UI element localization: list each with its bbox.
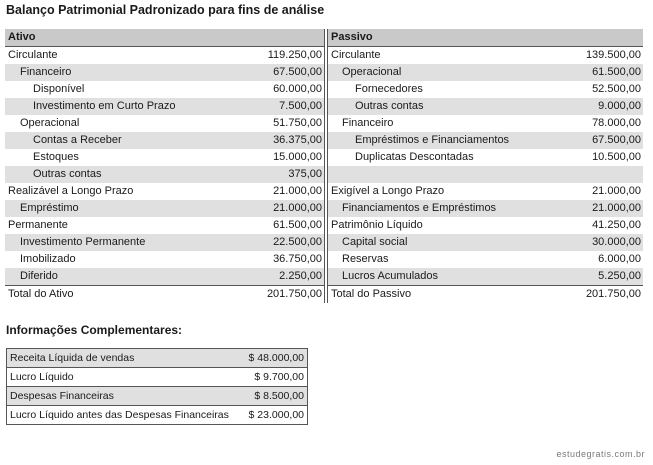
table-row bbox=[5, 149, 325, 166]
table-row bbox=[5, 251, 325, 268]
row-value: $ 9.700,00 bbox=[243, 368, 308, 387]
row-label: Lucros Acumulados bbox=[328, 268, 571, 286]
table-row bbox=[328, 268, 644, 286]
table-row bbox=[5, 64, 325, 81]
passivo-header: Passivo bbox=[328, 29, 571, 47]
row-label: Operacional bbox=[328, 64, 571, 81]
total-row bbox=[328, 286, 644, 304]
table-row bbox=[5, 166, 325, 183]
row-value: $ 48.000,00 bbox=[243, 349, 308, 368]
total-label: Total do Passivo bbox=[328, 286, 571, 304]
table-row bbox=[5, 98, 325, 115]
table-row bbox=[328, 166, 644, 183]
table-row bbox=[328, 81, 644, 98]
ativo-header: Ativo bbox=[5, 29, 251, 47]
table-row bbox=[5, 217, 325, 234]
table-row bbox=[328, 47, 644, 65]
table-row bbox=[5, 234, 325, 251]
table-row bbox=[328, 183, 644, 200]
row-value: 60.000,00 bbox=[273, 83, 322, 95]
row-label: Operacional bbox=[20, 117, 80, 129]
table-row bbox=[7, 368, 308, 387]
row-value: 67.500,00 bbox=[251, 64, 325, 81]
table-row bbox=[5, 183, 325, 200]
total-row bbox=[5, 286, 325, 304]
ativo-header-value bbox=[251, 29, 325, 47]
row-label: Receita Líquida de vendas bbox=[7, 349, 243, 368]
row-label: Despesas Financeiras bbox=[7, 387, 243, 406]
row-value: $ 23.000,00 bbox=[243, 406, 308, 425]
row-label: Duplicatas Descontadas bbox=[355, 151, 474, 163]
table-row bbox=[7, 387, 308, 406]
ativo-table bbox=[5, 29, 325, 303]
page-title: Balanço Patrimonial Padronizado para fins de análise bbox=[6, 3, 325, 17]
row-label: Outras contas bbox=[328, 98, 571, 115]
row-value: 78.000,00 bbox=[592, 117, 641, 129]
passivo-header-value bbox=[570, 29, 643, 47]
table-row bbox=[5, 115, 325, 132]
row-value: 36.375,00 bbox=[251, 132, 325, 149]
section-title: Informações Complementares: bbox=[6, 323, 183, 337]
table-row bbox=[328, 200, 644, 217]
row-value bbox=[570, 166, 643, 183]
table-row bbox=[5, 81, 325, 98]
row-label: Capital social bbox=[328, 234, 571, 251]
row-label: Financeiro bbox=[5, 64, 251, 81]
row-value: 21.000,00 bbox=[570, 200, 643, 217]
row-label: Exigível a Longo Prazo bbox=[331, 185, 445, 197]
row-value: 41.250,00 bbox=[592, 219, 641, 231]
row-label: Contas a Receber bbox=[5, 132, 251, 149]
site-watermark: estudegratis.com.br bbox=[556, 449, 645, 459]
row-label: Empréstimo bbox=[5, 200, 251, 217]
table-row bbox=[7, 349, 308, 368]
row-label: Financiamentos e Empréstimos bbox=[328, 200, 571, 217]
row-value: 2.250,00 bbox=[251, 268, 325, 286]
row-label: Investimento em Curto Prazo bbox=[5, 98, 251, 115]
row-label: Imobilizado bbox=[20, 253, 76, 265]
total-value: 201.750,00 bbox=[570, 286, 643, 304]
row-value: $ 8.500,00 bbox=[243, 387, 308, 406]
row-label bbox=[328, 166, 571, 183]
total-value: 201.750,00 bbox=[251, 286, 325, 304]
row-value: 30.000,00 bbox=[570, 234, 643, 251]
row-label: Investimento Permanente bbox=[5, 234, 251, 251]
passivo-table bbox=[327, 29, 643, 303]
row-value: 67.500,00 bbox=[570, 132, 643, 149]
row-value: 52.500,00 bbox=[592, 83, 641, 95]
row-value: 5.250,00 bbox=[570, 268, 643, 286]
row-value: 61.500,00 bbox=[273, 219, 322, 231]
row-label: Circulante bbox=[8, 49, 58, 61]
row-label: Reservas bbox=[342, 253, 389, 265]
row-value: 21.000,00 bbox=[251, 200, 325, 217]
row-label: Lucro Líquido antes das Despesas Financeiras bbox=[7, 406, 243, 425]
row-value: 15.000,00 bbox=[273, 151, 322, 163]
row-label: Fornecedores bbox=[355, 83, 423, 95]
row-value: 61.500,00 bbox=[570, 64, 643, 81]
row-label: Realizável a Longo Prazo bbox=[8, 185, 134, 197]
table-row bbox=[328, 234, 644, 251]
table-row bbox=[5, 47, 325, 65]
row-label: Outras contas bbox=[5, 166, 251, 183]
row-value: 21.000,00 bbox=[273, 185, 322, 197]
row-label: Lucro Líquido bbox=[7, 368, 243, 387]
table-row bbox=[5, 132, 325, 149]
table-row bbox=[328, 64, 644, 81]
table-row bbox=[328, 251, 644, 268]
row-label: Estoques bbox=[33, 151, 79, 163]
table-row bbox=[328, 115, 644, 132]
table-row bbox=[328, 149, 644, 166]
row-label: Patrimônio Líquido bbox=[331, 219, 423, 231]
row-value: 119.250,00 bbox=[267, 49, 322, 61]
row-value: 10.500,00 bbox=[592, 151, 641, 163]
row-value: 22.500,00 bbox=[251, 234, 325, 251]
table-row bbox=[328, 98, 644, 115]
table-row bbox=[328, 132, 644, 149]
table-header-row bbox=[5, 29, 325, 47]
table-row bbox=[7, 406, 308, 425]
table-header-row bbox=[328, 29, 644, 47]
row-label: Circulante bbox=[331, 49, 381, 61]
complementares-table bbox=[6, 348, 308, 425]
row-value: 36.750,00 bbox=[273, 253, 322, 265]
table-row bbox=[5, 200, 325, 217]
table-row bbox=[5, 268, 325, 286]
row-value: 139.500,00 bbox=[585, 49, 641, 61]
row-value: 51.750,00 bbox=[273, 117, 322, 129]
row-label: Empréstimos e Financiamentos bbox=[328, 132, 571, 149]
row-label: Diferido bbox=[5, 268, 251, 286]
row-value: 21.000,00 bbox=[592, 185, 641, 197]
row-value: 6.000,00 bbox=[598, 253, 641, 265]
row-value: 7.500,00 bbox=[251, 98, 325, 115]
table-row bbox=[328, 217, 644, 234]
total-label: Total do Ativo bbox=[5, 286, 251, 304]
row-value: 9.000,00 bbox=[570, 98, 643, 115]
row-label: Permanente bbox=[8, 219, 68, 231]
row-label: Disponível bbox=[33, 83, 85, 95]
row-value: 375,00 bbox=[251, 166, 325, 183]
row-label: Financeiro bbox=[342, 117, 394, 129]
